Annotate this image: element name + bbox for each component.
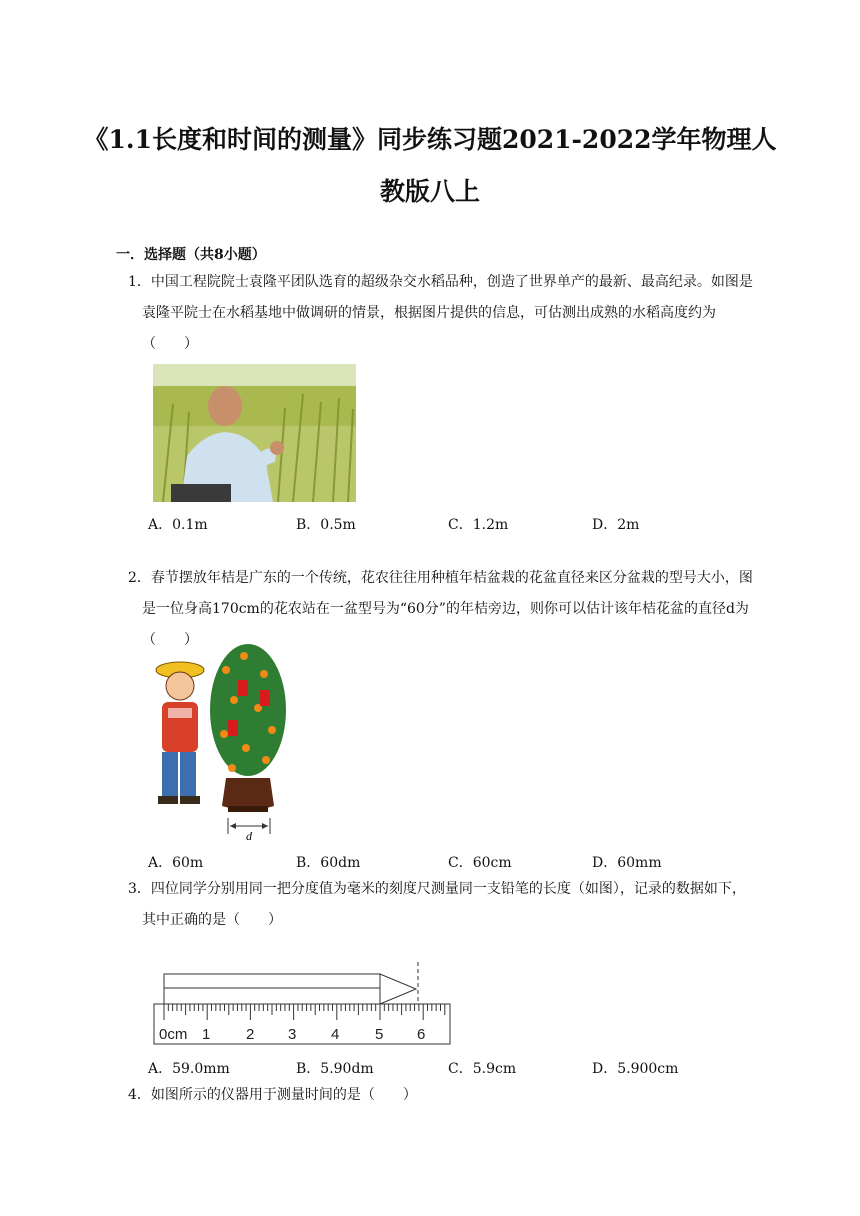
rice-field-photo [153, 364, 356, 502]
q1-option-a[interactable]: A．0.1m [148, 517, 208, 533]
pencil-ruler-figure [150, 960, 454, 1046]
q3-option-b[interactable]: B．5.90dm [296, 1061, 374, 1077]
question-3-text: 3．四位同学分别用同一把分度值为毫米的刻度尺测量同一支铅笔的长度（如图），记录的数据如下，其中正确的是（ ） [128, 881, 746, 928]
q3-option-a[interactable]: A．59.0mm [148, 1061, 230, 1077]
q2-option-d[interactable]: D．60mm [592, 855, 662, 871]
q2-option-b[interactable]: B．60dm [296, 855, 361, 871]
ruler-label-0: 0cm [159, 1026, 188, 1043]
kumquat-tree-figure [148, 630, 298, 842]
q1-option-c[interactable]: C．1.2m [448, 517, 509, 533]
question-4-text: 4．如图所示的仪器用于测量时间的是（ ） [128, 1087, 417, 1103]
q1-option-b[interactable]: B．0.5m [296, 517, 356, 533]
diameter-label: d [246, 829, 252, 842]
ruler-label-6: 6 [417, 1026, 426, 1043]
ruler-label-1: 1 [202, 1026, 211, 1043]
section-heading: 一．选择题（共8小题） [116, 247, 266, 263]
ruler-label-5: 5 [375, 1026, 384, 1043]
question-1-text: 1．中国工程院院士袁隆平团队选育的超级杂交水稻品种，创造了世界单产的最新、最高纪录。如图是袁隆平院士在水稻基地中做调研的情景，根据图片提供的信息，可估测出成熟的水稻高度约为（ ） [128, 274, 753, 352]
document-title-line2: 教版八上 [379, 177, 480, 206]
q3-option-c[interactable]: C．5.9cm [448, 1061, 517, 1077]
ruler-label-2: 2 [246, 1026, 255, 1043]
q3-option-d[interactable]: D．5.900cm [592, 1061, 679, 1077]
ruler-label-3: 3 [288, 1026, 297, 1043]
document-title-line1: 《1.1长度和时间的测量》同步练习题2021-2022学年物理人 [83, 125, 777, 154]
q1-option-d[interactable]: D．2m [592, 517, 640, 533]
q2-option-a[interactable]: A．60m [148, 855, 204, 871]
ruler-label-4: 4 [331, 1026, 340, 1043]
q2-option-c[interactable]: C．60cm [448, 855, 512, 871]
question-2-text: 2．春节摆放年桔是广东的一个传统，花农往往用种植年桔盆栽的花盆直径来区分盆栽的型号大小，图是一位身高170cm的花农站在一盆型号为“60分”的年桔旁边，则你可以估计该年桔花盆的直径d为（ ） [128, 570, 753, 648]
